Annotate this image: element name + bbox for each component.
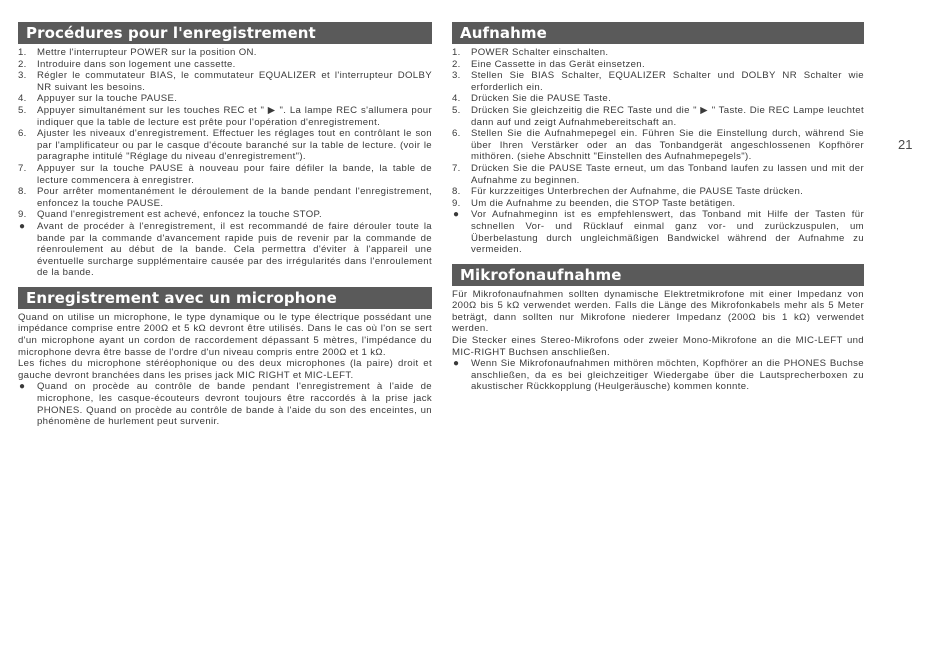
list-item: 7. Appuyer sur la touche PAUSE à nouveau pour faire défiler la bande, la table de lecture commencera à enregistrer. (18, 162, 432, 186)
list-item: 6. Ajuster les niveaux d'enregistrement. Effectuer les réglages tout en contrôlant le son par l'amplificateur ou par le casque d'écoute baranché sur la table de lecture. (voir le paragraphe intitulé "Réglage du niveau d'enregistrement"). (18, 128, 432, 163)
bullet-icon: ● (453, 358, 460, 370)
mikrofon-text (452, 289, 864, 359)
bullet-icon: ● (19, 220, 26, 232)
list-item: 5. Drücken Sie gleichzeitig die REC Taste und die " ▶ " Taste. Die REC Lampe leuchtet dann auf und zeigt Aufnahmebereitschaft an. (452, 104, 864, 128)
list-item: 8. Für kurzzeitiges Unterbrechen der Aufnahme, die PAUSE Taste drücken. (452, 186, 804, 198)
list-item: 8. Pour arrêter momentanément le déroulement de la bande pendant l'enregistrement, enfoncez la touche PAUSE. (18, 186, 432, 209)
french-column (18, 22, 432, 428)
list-item: 7. Drücken Sie die PAUSE Taste erneut, um das Tonband laufen zu lassen und mit der Aufnahme zu beginnen. (452, 162, 864, 186)
list-item: 1. Mettre l'interrupteur POWER sur la position ON. (18, 47, 257, 58)
list-item: ● Quand on procède au contrôle de bande pendant l'enregistrement à l'aide de microphone, les casque-écouteurs devront toujours être raccordés à la prise jack PHONES. Quand on procède au contrôle de bande à l'aide du son des enceintes, un phénomène de hurlement peut survenir. (19, 381, 432, 428)
list-item: ● Avant de procéder à l'enregistrement, il est recommandé de faire dérouler toute la bande par la commande d'avancement rapide puis de revenir par la commande de réenroulement au début de la bande. Cela permettra d'éviter à l'appareil une éventuelle surcharge supplémentaire causée par des irrégularités dans l'enroulement de la bande. (19, 220, 432, 279)
paragraph: Für Mikrofonaufnahmen sollten dynamische Elektretmikrofone mit einer Impedanz von 200Ω bis 5 kΩ verwendet werden. Falls die Länge des Mikrofonkabels mehr als 5 Meter beträgt, dann sollten nur Mikrofone niederer Impedanz (200Ω bis 1 kΩ) verwendet werden. (452, 288, 864, 335)
list-item: 2. Introduire dans son logement une cassette. (18, 58, 236, 70)
list-item: 4. Appuyer sur la touche PAUSE. (18, 93, 178, 105)
list-item: 9. Um die Aufnahme zu beenden, die STOP Taste betätigen. (452, 197, 736, 209)
bullet-icon: ● (19, 381, 26, 393)
mikrofonaufnahme-heading: Mikrofonaufnahme (452, 264, 864, 286)
list-item: ● Wenn Sie Mikrofonaufnahmen mithören möchten, Kopfhörer an die PHONES Buchse anschließen, da es bei gleichzeitiger Wiedergabe über die Lautsprecherboxen zu akustischer Rückkopplung (Heulgeräusche) kommen konnte. (453, 358, 864, 393)
aufnahme-heading: Aufnahme (452, 22, 864, 44)
recording-notes-list (18, 221, 432, 279)
list-item: 3. Régler le commutateur BIAS, le commutateur EQUALIZER et l'interrupteur DOLBY NR suivant les besoins. (18, 70, 432, 93)
list-item: 3. Stellen Sie BIAS Schalter, EQUALIZER Schalter und DOLBY NR Schalter wie erforderlich ein. (452, 70, 864, 93)
recording-procedures-heading: Procédures pour l'enregistrement (18, 22, 432, 44)
german-column (452, 22, 864, 393)
microphone-text (18, 312, 432, 382)
mikrofon-notes-list (452, 358, 864, 393)
paragraph: Die Stecker eines Stereo-Mikrofons oder zweier Mono-Mikrofone an die MIC-LEFT und MIC-RIGHT Buchsen anschließen. (452, 335, 864, 358)
paragraph: Quand on utilise un microphone, le type dynamique ou le type électrique possédant une impédance comprise entre 200Ω et 5 kΩ devront être utilisés. Dans le cas où l'on se sert d'un microphone ayant un cordon de raccordement dépassant 5 mètres, l'impédance du microphone devra être basse de l'ordre d'un niveau compris entre 200Ω et 1 kΩ. (18, 311, 432, 358)
bullet-icon: ● (453, 209, 460, 221)
microphone-recording-heading: Enregistrement avec un microphone (18, 287, 432, 309)
aufnahme-steps-list (452, 47, 864, 209)
page-number: 21 (898, 137, 913, 152)
list-item: ● Vor Aufnahmeginn ist es empfehlenswert, das Tonband mit Hilfe der Tasten für schnellen Vor- und Rücklauf einmal ganz vor- und zurückzuspulen, um Überbelastung durch ungleichmäßigen Bandwickel während der Aufnahme zu vermeiden. (453, 209, 864, 256)
list-item: 9. Quand l'enregistrement est achevé, enfoncez la touche STOP. (18, 209, 323, 221)
list-item: 6. Stellen Sie die Aufnahmepegel ein. Führen Sie die Einstellung durch, während Sie über Ihren Verstärker oder an das Tonbandgerät angeschlossenen Kopfhörer mithören. (siehe Abschnitt "Einstellen des Aufnahmepegels"). (452, 128, 864, 163)
aufnahme-notes-list (452, 209, 864, 255)
paragraph: Les fiches du microphone stéréophonique ou des deux microphones (la paire) droit et gauche devront branchées dans les prises jack MIC RIGHT et MIC-LEFT. (18, 358, 432, 381)
list-item: 4. Drücken Sie die PAUSE Taste. (452, 93, 612, 105)
list-item: 1. POWER Schalter einschalten. (452, 47, 609, 58)
list-item: 5. Appuyer simultanément sur les touches REC et " ▶ ". La lampe REC s'allumera pour indiquer que la table de lecture est prête pour l'opération d'enregistrement. (18, 104, 432, 128)
microphone-notes-list (18, 381, 432, 427)
list-item: 2. Eine Cassette in das Gerät einsetzen. (452, 58, 646, 70)
recording-steps-list (18, 47, 432, 221)
